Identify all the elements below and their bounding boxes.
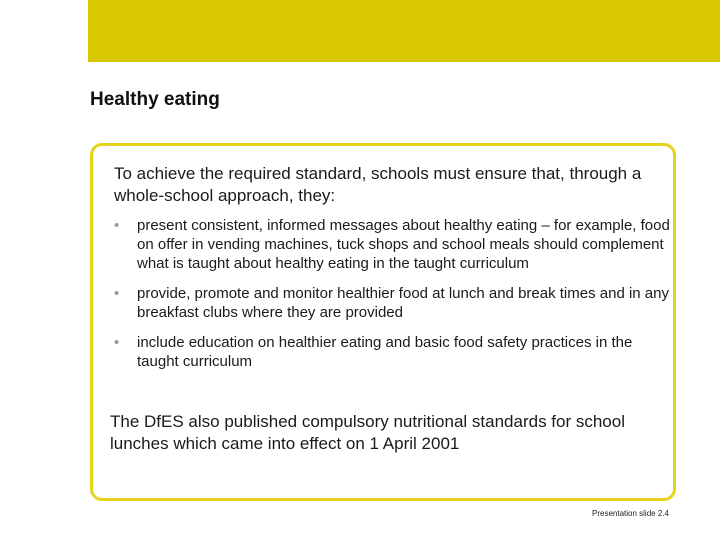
bullet-text: provide, promote and monitor healthier food at lunch and break times and in any breakfast clubs where they are provided <box>137 285 669 321</box>
list-item <box>114 284 674 322</box>
bullet-icon: • <box>114 334 120 351</box>
header-accent-band <box>88 0 720 62</box>
bullet-text: include education on healthier eating and basic food safety practices in the taught curriculum <box>137 334 633 370</box>
bullet-icon: • <box>114 217 120 234</box>
intro-text: To achieve the required standard, schools must ensure that, through a whole-school approach, they: <box>114 164 642 205</box>
slide-title: Healthy eating <box>90 89 220 110</box>
bullet-text: present consistent, informed messages about healthy eating – for example, food on offer in vending machines, tuck shops and school meals should complement what is taught about healthy eating in the taught curriculum <box>137 217 670 272</box>
slide-number: Presentation slide 2.4 <box>592 509 669 518</box>
list-item <box>114 216 674 273</box>
bullet-icon: • <box>114 285 120 302</box>
list-item <box>114 333 674 371</box>
bullet-list <box>114 216 674 382</box>
closing-text: The DfES also published compulsory nutritional standards for school lunches which came into effect on 1 April 2001 <box>110 412 625 453</box>
